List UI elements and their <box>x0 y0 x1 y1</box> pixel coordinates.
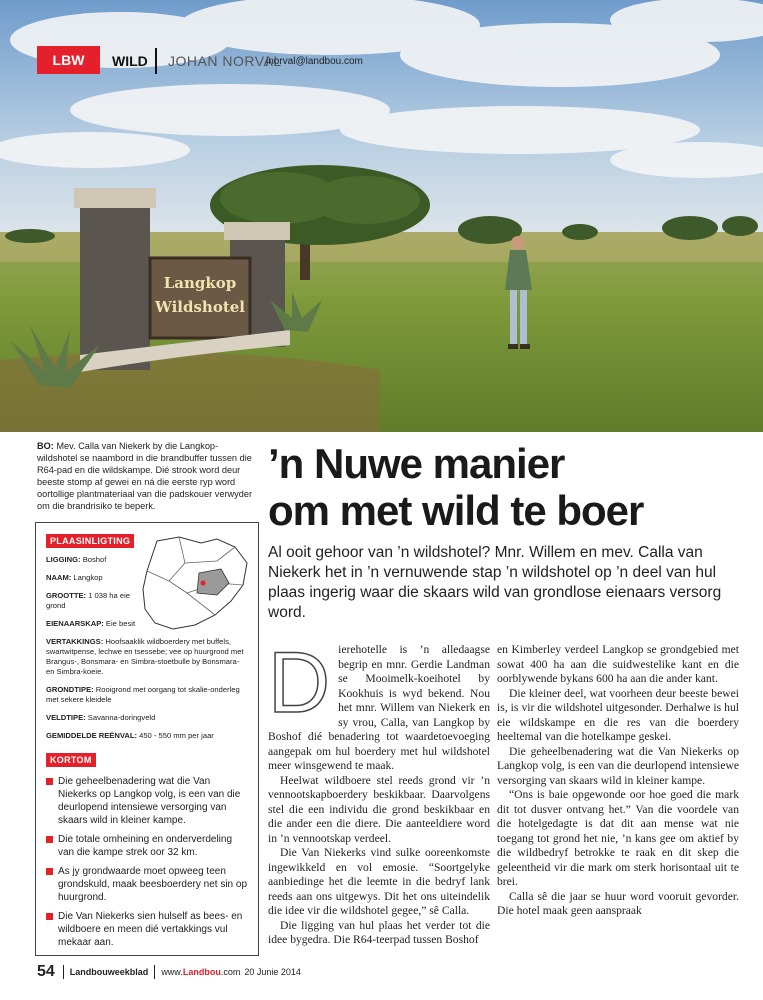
publication-name: Landbouweekblad <box>69 967 149 977</box>
body-column-2 <box>497 643 739 919</box>
body-paragraph: Die geheelbenadering wat die Van Niekerks op Langkop volg, is een van die deurlopend intensiewe versorging van skaars wild in kleiner kampe. <box>497 744 739 787</box>
headline-line-1: ’n Nuwe manier <box>268 440 565 487</box>
info-row-veldtipe: VELDTIPE: Savanna-doringveld <box>46 713 156 722</box>
info-row-vertakkings: VERTAKKINGS: Hoofsaaklik wildboerdery met buffels, swartwitpense, lechwe en tsessebe; vee op huurgrond met Brangus-, Bonsmara- en Simbra-stoetbulle by Bonsmara- en Simbra-koeie. <box>46 637 244 676</box>
body-paragraph: Heelwat wildboere stel reeds grond vir ’n vennootskapboerdery beskikbaar. Daarvolgens stel die een individu die grond beskikbaar en die ander een die diere. Die aanteeldiere word in ’n vennootskap verdeel. <box>268 773 490 845</box>
author-name: JOHAN NORVAL <box>168 53 282 69</box>
header-divider <box>155 48 157 74</box>
article-headline <box>268 440 738 534</box>
section-name: WILD <box>112 53 148 69</box>
info-row-grondtipe: GRONDTIPE: Rooigrond met oorgang tot skalie-onderleg met sekere kleidele <box>46 685 240 704</box>
info-row-eienaarskap: EIENAARSKAP: Eie besit <box>46 619 136 628</box>
info-row-grootte: GROOTTE: 1 038 ha eie grond <box>46 591 130 610</box>
south-africa-map-icon <box>139 533 251 635</box>
footer-divider <box>154 965 155 979</box>
body-paragraph: “Ons is baie opgewonde oor hoe goed die mark dit tot dusver ontvang het.” Van die voordele van die hotelgedagte is dat dit aan mense wat nie toegang tot grond het nie, ’n kans gee om aktief by die wildbedryf betrokke te raak en dit skep die geleentheid vir die mark om sterk horisontaal uit te brei. <box>497 788 739 888</box>
info-row-ligging: LIGGING: Boshof <box>46 555 107 564</box>
body-paragraph: Calla sê die jaar se huur word vooruit gevorder. Die hotel maak geen aanspraak <box>497 889 739 917</box>
dropcap: D <box>268 635 331 731</box>
kortom-item: As jy grondwaarde moet opweeg teen grondskuld, maak beesboerdery net sin op huurgrond. <box>46 865 248 904</box>
website-link[interactable]: www.Landbou.com <box>161 967 241 977</box>
farm-info-box <box>35 522 259 956</box>
page-footer <box>37 962 737 982</box>
info-row-reenval: GEMIDDELDE REËNVAL: 450 - 550 mm per jaar <box>46 731 214 740</box>
kortom-list <box>46 775 248 949</box>
issue-date: 20 Junie 2014 <box>244 967 301 977</box>
sign-text-line1: Langkop <box>163 274 237 292</box>
kortom-item: Die totale omheining en onderverdeling van die kampe strek oor 32 km. <box>46 833 248 859</box>
photo-caption <box>37 440 257 512</box>
footer-divider <box>63 965 64 979</box>
body-paragraph: en Kimberley verdeel Langkop se grondgebied met sowat 400 ha aan die suidwestelike kant en die oorblywende bykans 600 ha aan die ander kant. <box>497 643 739 685</box>
body-column-1 <box>268 635 490 948</box>
body-paragraph: Die ligging van hul plaas het verder tot die idee bygedra. Die R64-teerpad tussen Boshof <box>268 918 490 946</box>
info-rows <box>46 555 244 741</box>
sign-text-line2: Wildshotel <box>155 298 245 316</box>
caption-text: Mev. Calla van Niekerk by die Langkop-wildshotel se naambord in die brandbuffer tussen die R64-pad en die wildskampe. Dié strook word deur beeste stomp af gewei en ná die eerste ryp word oortollige plantmateriaal van die padskouer verwyder om die brandrisiko te beperk. <box>37 441 253 511</box>
kortom-title: KORTOM <box>46 753 96 767</box>
caption-lead: BO: <box>37 441 54 451</box>
author-email[interactable]: jnorval@landbou.com <box>266 56 363 67</box>
section-tag: LBW <box>37 46 100 74</box>
page-number: 54 <box>37 963 55 980</box>
kortom-item: Die Van Niekerks sien hulself as bees- en wildboere en meen dié vertakkings vul mekaar aan. <box>46 910 248 949</box>
headline-line-2: om met wild te boer <box>268 487 644 534</box>
body-paragraph: Die Van Niekerks vind sulke ooreenkomste ingewikkeld en vol emosie. “Soortgelyke aanbiedinge het die leemte in die bedryf lank reeds aan ons uitgewys. Dit het ons uiteindelik die idee vir die wildshotel gegee,” sê Calla. <box>268 846 490 917</box>
body-paragraph: ierehotelle is ’n alledaagse begrip en mnr. Gerdie Landman se Mooimelk-koeihotel by Kookhuis is wyd bekend. Nou het mnr. Willem van Niekerk en sy vrou, Calla, van Langkop by Boshof dié benadering tot waardetoevoeging aangepak om hul boerdery met hul wildshotel meer winsgewend te maak. <box>268 643 490 772</box>
kortom-item: Die geheelbenadering wat die Van Niekerks op Langkop volg, is een van die deurlopend intensiewe versorging van skaars wild in kleiner kampe. <box>46 775 248 827</box>
info-row-naam: NAAM: Langkop <box>46 573 103 582</box>
info-box-title: PLAASINLIGTING <box>46 534 134 548</box>
body-paragraph: Die kleiner deel, wat voorheen deur beeste bewei is, is vir die wildshotel uitgesonder. Derhalwe is hul eie wildskampe en die res van die boerdery heeltemal van die hotelkampe geskei. <box>497 686 739 743</box>
article-intro: Al ooit gehoor van ’n wildshotel? Mnr. Willem en mev. Calla van Niekerk het in ’n vernuwende stap ’n wildshotel op ’n deel van hul plaas ingerig waar die skaars wild van grondlose eienaars versorg word. <box>268 544 722 621</box>
